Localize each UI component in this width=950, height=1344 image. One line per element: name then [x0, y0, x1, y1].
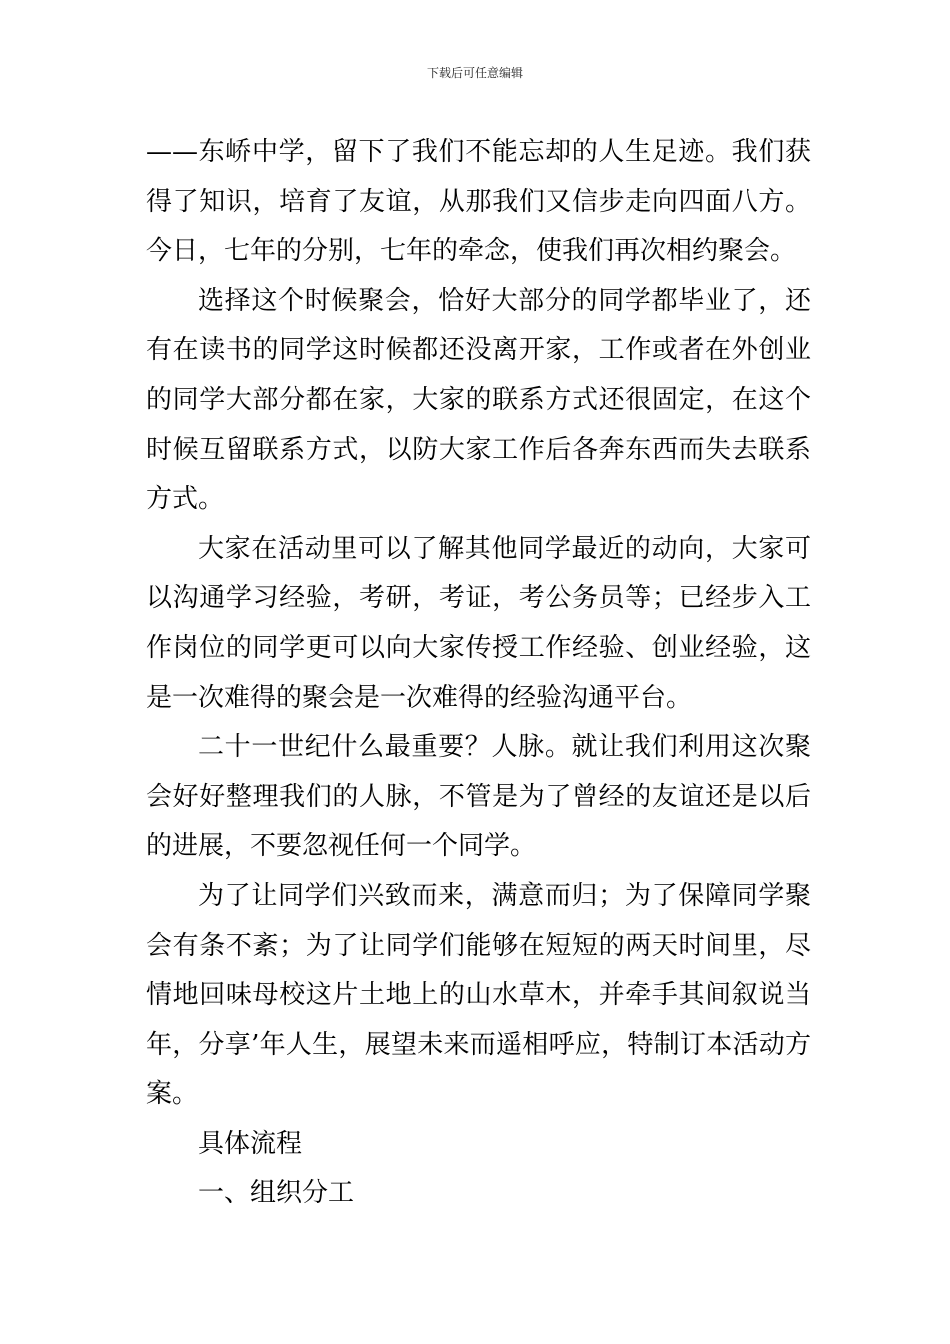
section-heading-organization: 一、组织分工 — [198, 1178, 355, 1209]
page-header: 下载后可任意编辑 — [426, 66, 523, 80]
document-body — [146, 128, 811, 1219]
paragraph-4: 二十一世纪什么最重要？人脉。就让我们利用这次聚会好好整理我们的人脉，不管是为了曾经的友谊还是以后的进展，不要忽视任何一个同学。 — [146, 732, 811, 862]
paragraph-3: 大家在活动里可以了解其他同学最近的动向，大家可以沟通学习经验，考研，考证，考公务员等；已经步入工作岗位的同学更可以向大家传授工作经验、创业经验，这是一次难得的聚会是一次难得的经验沟通平台。 — [146, 533, 811, 713]
paragraph-2: 选择这个时候聚会，恰好大部分的同学都毕业了，还有在读书的同学这时候都还没离开家，工作或者在外创业的同学大部分都在家，大家的联系方式还很固定，在这个时候互留联系方式，以防大家工作后各奔东西而失去联系方式。 — [146, 285, 811, 515]
paragraph-5: 为了让同学们兴致而来，满意而归；为了保障同学聚会有条不紊；为了让同学们能够在短短的两天时间里，尽情地回味母校这片土地上的山水草木，并牵手其间叙说当年，分享’年人生，展望未来而遥相呼应，特制订本活动方案。 — [146, 880, 811, 1110]
section-heading-process: 具体流程 — [198, 1128, 303, 1159]
paragraph-1: ——东峤中学，留下了我们不能忘却的人生足迹。我们获得了知识，培育了友谊，从那我们又信步走向四面八方。今日，七年的分别，七年的牵念，使我们再次相约聚会。 — [146, 137, 811, 267]
